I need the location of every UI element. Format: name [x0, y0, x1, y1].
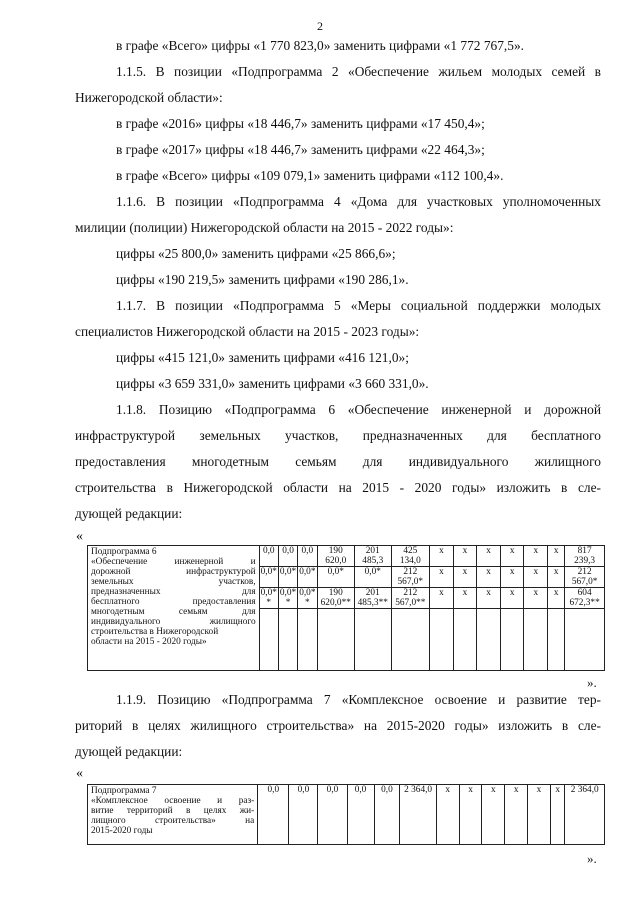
table-cell: х	[430, 546, 454, 567]
text-line: в графе «2016» цифры «18 446,7» заменить цифрами «17 450,4»;	[116, 116, 485, 131]
quote-open: «	[76, 766, 83, 781]
text-line: цифры «25 800,0» заменить цифрами «25 866,6»;	[116, 246, 396, 261]
subprogram-6-table	[87, 545, 605, 671]
table-cell: х	[477, 588, 501, 609]
table-cell: 190 620,0	[317, 546, 355, 567]
table-cell: х	[548, 546, 565, 567]
table-cell	[278, 609, 297, 671]
table-cell	[500, 609, 524, 671]
table-cell: х	[548, 567, 565, 588]
text-line: Нижегородской области»:	[75, 90, 223, 105]
table-cell	[298, 609, 317, 671]
table-cell	[477, 609, 501, 671]
paragraph-1-1-5: 1.1.5. В позиции «Подпрограмма 2 «Обеспечение жильем молодых семей в	[116, 64, 601, 79]
paragraph-1-1-8: 1.1.8. Позицию «Подпрограмма 6 «Обеспечение инженерной и дорожной	[116, 402, 601, 417]
table-cell: х	[459, 785, 482, 845]
table-cell: 212 567,0*	[391, 567, 430, 588]
table-cell: 0,0	[298, 546, 317, 567]
table-cell: 425 134,0	[391, 546, 430, 567]
table-cell: х	[500, 546, 524, 567]
text-line: риторий в целях жилищного строительства» на 2015-2020 годы» изложить в сле-	[75, 718, 601, 733]
table-cell	[355, 609, 391, 671]
table-cell: 0,0	[374, 785, 400, 845]
table-cell: 0,0	[278, 546, 297, 567]
text-line: строительства в Нижегородской области на 2015 - 2020 годы» изложить в сле-	[75, 480, 601, 495]
table-cell: 0,0*	[278, 567, 297, 588]
table-cell: х	[500, 567, 524, 588]
table-cell: 0,0* *	[279, 588, 297, 609]
table-cell: 0,0	[289, 785, 318, 845]
table-cell	[430, 609, 454, 671]
table-cell: х	[430, 588, 454, 609]
table-cell	[548, 609, 565, 671]
text-line: инфраструктурой земельных участков, предназначенных для бесплатного	[75, 428, 601, 443]
table-cell: 212 567,0*	[565, 567, 605, 588]
paragraph-1-1-7: 1.1.7. В позиции «Подпрограмма 5 «Меры социальной поддержки молодых	[116, 298, 601, 313]
table-cell: х	[524, 546, 548, 567]
table-cell	[565, 609, 605, 671]
table-cell: 0,0*	[355, 567, 391, 588]
table-row	[88, 546, 605, 567]
table-cell: х	[548, 588, 565, 609]
table-cell: х	[550, 785, 565, 845]
table-cell: 0,0* *	[260, 588, 277, 609]
table-cell	[259, 609, 278, 671]
text-line: милиции (полиции) Нижегородской области на 2015 - 2022 годы»:	[75, 220, 454, 235]
table-cell: 604 672,3**	[565, 588, 605, 609]
table-cell: 2 364,0	[565, 785, 605, 845]
text-line: цифры «190 219,5» заменить цифрами «190 286,1».	[116, 272, 409, 287]
quote-close: ».	[587, 851, 597, 866]
table-cell: х	[500, 588, 524, 609]
table-cell: х	[430, 567, 454, 588]
table-cell: 201 485,3	[355, 546, 391, 567]
table-cell	[317, 609, 355, 671]
table-cell: 0,0*	[317, 567, 355, 588]
quote-open: «	[76, 529, 83, 544]
text-line: дующей редакции:	[75, 506, 183, 521]
subprogram-name-cell: Подпрограмма 7 «Комплексное освоение и раз- витие территорий в целях жи- лищного строительства» на 2015-2020 годы	[88, 785, 258, 845]
page-number: 2	[317, 19, 323, 33]
table-cell: 190 620,0**	[317, 588, 355, 609]
table-cell: 0,0* *	[299, 588, 316, 609]
table-cell: 0,0	[258, 785, 289, 845]
quote-close: ».	[587, 675, 597, 690]
table-cell: х	[528, 785, 551, 845]
table-cell: х	[524, 588, 548, 609]
table-cell: 0,0	[347, 785, 374, 845]
table-row	[88, 785, 605, 845]
text-line: в графе «2017» цифры «18 446,7» заменить цифрами «22 464,3»;	[116, 142, 485, 157]
subprogram-name-cell: Подпрограмма 6 «Обеспечение инженерной и дорожной инфраструктурой земельных участков, предназначенных для бесплатного предоставления многодетным семьям для индивидуального жилищного строительства в Нижегородской области на 2015 - 2020 годы»	[88, 546, 260, 671]
table-cell	[391, 609, 430, 671]
text-line: цифры «3 659 331,0» заменить цифрами «3 660 331,0».	[116, 376, 429, 391]
text-line: дующей редакции:	[75, 744, 183, 759]
table-cell: х	[453, 546, 477, 567]
table-cell: х	[482, 785, 505, 845]
text-line: специалистов Нижегородской области на 2015 - 2023 годы»:	[75, 324, 420, 339]
paragraph-1-1-6: 1.1.6. В позиции «Подпрограмма 4 «Дома для участковых уполномоченных	[116, 194, 601, 209]
text-line: предоставления многодетным семьям для индивидуального жилищного	[75, 454, 601, 469]
table-cell: 2 364,0	[400, 785, 436, 845]
table-cell: 201 485,3**	[355, 588, 391, 609]
table-cell: 0,0	[318, 785, 347, 845]
table-cell: 0,0*	[298, 567, 317, 588]
table-cell: 212 567,0**	[391, 588, 430, 609]
text-line: в графе «Всего» цифры «109 079,1» заменить цифрами «112 100,4».	[116, 168, 504, 183]
table-cell	[524, 609, 548, 671]
table-cell: 0,0*	[259, 567, 278, 588]
table-cell	[453, 609, 477, 671]
text-line: цифры «415 121,0» заменить цифрами «416 121,0»;	[116, 350, 409, 365]
table-cell: х	[505, 785, 528, 845]
text-line: в графе «Всего» цифры «1 770 823,0» заменить цифрами «1 772 767,5».	[116, 38, 525, 53]
table-cell: х	[477, 567, 501, 588]
subprogram-7-table	[87, 784, 605, 845]
table-cell: х	[453, 588, 477, 609]
table-cell: х	[436, 785, 459, 845]
table-cell: х	[477, 546, 501, 567]
paragraph-1-1-9: 1.1.9. Позицию «Подпрограмма 7 «Комплексное освоение и развитие тер-	[116, 692, 601, 707]
table-cell: х	[453, 567, 477, 588]
table-cell: х	[524, 567, 548, 588]
table-cell: 0,0	[259, 546, 278, 567]
table-cell: 817 239,3	[565, 546, 605, 567]
